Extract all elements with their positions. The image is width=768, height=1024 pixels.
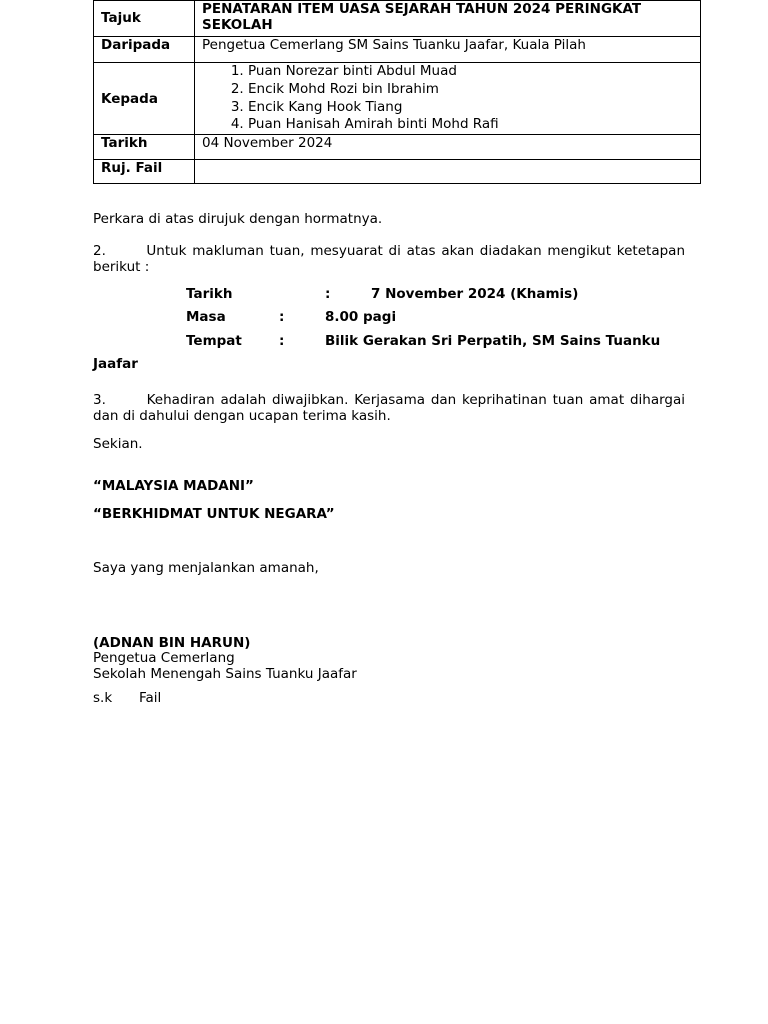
detail-tempat-label: Tempat (186, 333, 242, 349)
table-row (94, 37, 701, 63)
detail-masa-label: Masa (186, 309, 226, 325)
paragraph-2: 2. Untuk makluman tuan, mesyuarat di atas akan diadakan mengikut ketetapan berikut : (93, 243, 685, 275)
detail-tempat-value: Bilik Gerakan Sri Perpatih, SM Sains Tuanku (325, 333, 661, 349)
detail-tempat-continued: Jaafar (93, 356, 138, 372)
kepada-label: Kepada (94, 63, 195, 135)
kepada-value (195, 63, 701, 135)
signatory-title: Pengetua Cemerlang (93, 650, 235, 666)
list-item: 2. Encik Mohd Rozi bin Ibrahim (248, 81, 693, 99)
detail-masa-value: 8.00 pagi (325, 309, 397, 325)
detail-tarikh-value: 7 November 2024 (Khamis) (371, 286, 579, 302)
amanah-text: Saya yang menjalankan amanah, (93, 560, 319, 576)
table-row (94, 1, 701, 37)
list-item: 4. Puan Hanisah Amirah binti Mohd Rafi (248, 116, 693, 134)
detail-tarikh-label: Tarikh (186, 286, 233, 302)
daripada-label: Daripada (94, 37, 195, 63)
closing-text: Sekian. (93, 436, 143, 452)
sk-value: Fail (139, 690, 162, 706)
recipient-list (202, 63, 693, 134)
signatory-school: Sekolah Menengah Sains Tuanku Jaafar (93, 666, 357, 682)
sk-label: s.k (93, 690, 113, 706)
table-row (94, 135, 701, 160)
table-row (94, 160, 701, 184)
list-item: 3. Encik Kang Hook Tiang (248, 99, 693, 117)
detail-tarikh-colon: : (325, 286, 331, 302)
tajuk-label: Tajuk (94, 1, 195, 37)
signatory-name: (ADNAN BIN HARUN) (93, 635, 251, 651)
daripada-value: Pengetua Cemerlang SM Sains Tuanku Jaafar, Kuala Pilah (195, 37, 701, 63)
sk-line (93, 690, 685, 706)
detail-masa-colon: : (279, 309, 285, 325)
slogan-malaysia-madani: “MALAYSIA MADANI” (93, 478, 254, 494)
tajuk-value: PENATARAN ITEM UASA SEJARAH TAHUN 2024 PERINGKAT SEKOLAH (195, 1, 701, 37)
memo-header-table (93, 0, 701, 184)
table-row (94, 63, 701, 135)
paragraph-3: 3. Kehadiran adalah diwajibkan. Kerjasama dan keprihatinan tuan amat dihargai dan di dahului dengan ucapan terima kasih. (93, 392, 685, 424)
rujfail-value (195, 160, 701, 184)
list-item: 1. Puan Norezar binti Abdul Muad (248, 63, 693, 81)
tarikh-value: 04 November 2024 (195, 135, 701, 160)
tarikh-label: Tarikh (94, 135, 195, 160)
intro-paragraph: Perkara di atas dirujuk dengan hormatnya. (93, 211, 383, 227)
detail-tempat-colon: : (279, 333, 285, 349)
slogan-berkhidmat: “BERKHIDMAT UNTUK NEGARA” (93, 506, 335, 522)
rujfail-label: Ruj. Fail (94, 160, 195, 184)
